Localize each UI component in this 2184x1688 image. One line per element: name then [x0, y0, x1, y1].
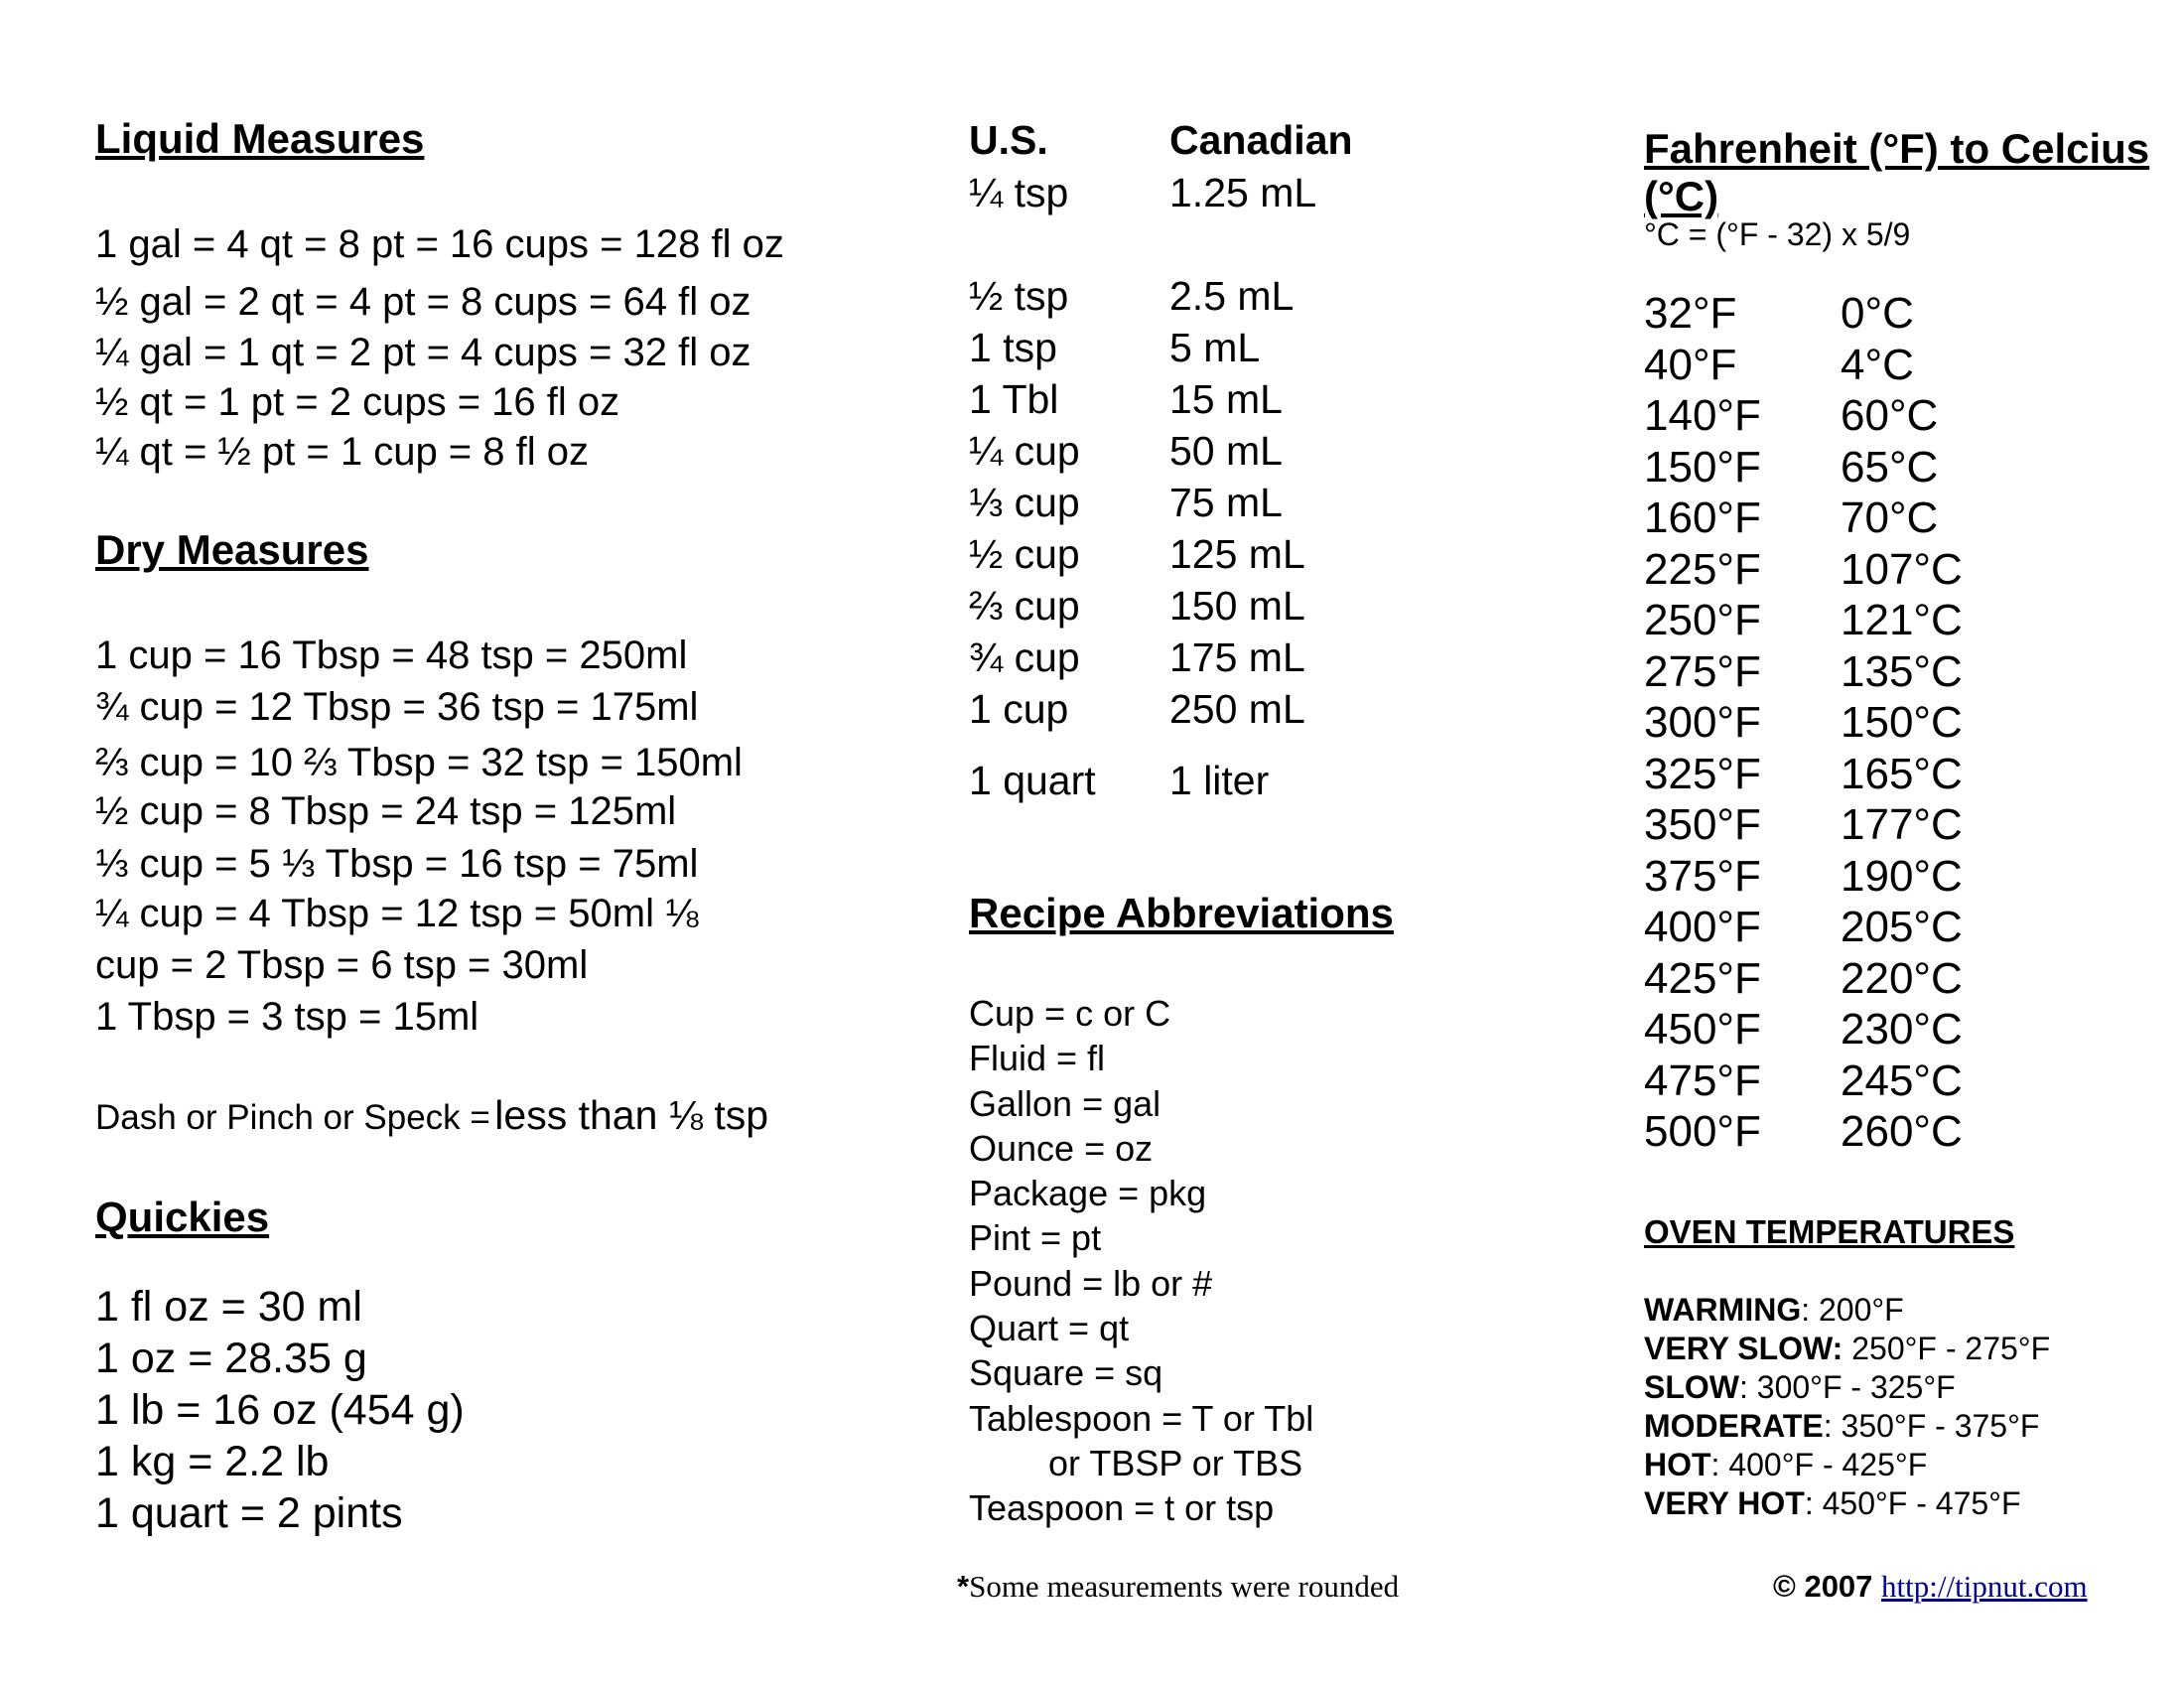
celsius-cell: 177°C: [1841, 800, 1963, 849]
fahrenheit-cell: 250°F: [1644, 596, 1761, 644]
table-row: [1644, 902, 1963, 953]
us-cell: 1 tsp: [969, 325, 1057, 370]
table-row: [1644, 390, 1963, 442]
list-item: ½ qt = 1 pt = 2 cups = 16 fl oz: [95, 380, 620, 424]
fahrenheit-cell: 300°F: [1644, 698, 1761, 747]
oven-value: 350°F - 375°F: [1841, 1408, 2040, 1444]
table-row: [1644, 1055, 1963, 1107]
list-item: [1644, 1291, 2050, 1330]
footnote: [957, 1569, 1399, 1605]
list-item: Package = pkg: [969, 1173, 1207, 1214]
tipnut-link[interactable]: http://tipnut.com: [1881, 1569, 2088, 1604]
fahrenheit-cell: 375°F: [1644, 851, 1761, 901]
celsius-cell: 121°C: [1841, 596, 1963, 644]
table-row: [1644, 1106, 1963, 1158]
fahrenheit-cell: 225°F: [1644, 544, 1761, 594]
list-item: 1 Tbsp = 3 tsp = 15ml: [95, 995, 479, 1039]
liquid-measures-heading: Liquid Measures: [95, 115, 425, 162]
oven-separator: :: [1823, 1408, 1842, 1444]
fahrenheit-cell: 425°F: [1644, 953, 1761, 1003]
fahrenheit-cell: 500°F: [1644, 1107, 1761, 1156]
table-row: [969, 632, 1316, 683]
celsius-cell: 205°C: [1841, 903, 1963, 951]
list-item: ⅔ cup = 10 ⅔ Tbsp = 32 tsp = 150ml: [95, 741, 743, 784]
us-cell: ½ cup: [969, 531, 1080, 577]
oven-value: 250°F - 275°F: [1851, 1331, 2051, 1366]
canadian-cell: 175 mL: [1169, 634, 1305, 680]
canadian-cell: 1.25 mL: [1169, 170, 1317, 215]
temperature-heading: Fahrenheit (°F) to Celcius (°C): [1644, 125, 2150, 220]
list-item: [1644, 1368, 2050, 1407]
list-item: Teaspoon = t or tsp: [969, 1487, 1275, 1529]
us-cell: ¼ cup: [969, 428, 1080, 474]
table-row: [1644, 646, 1963, 698]
list-item: cup = 2 Tbsp = 6 tsp = 30ml: [95, 943, 589, 987]
table-row: [1644, 697, 1963, 749]
list-item: [1644, 1446, 2050, 1484]
liquid-measures-list: [95, 218, 784, 477]
dry-measures-list: [95, 630, 743, 1043]
abbreviations-list: [969, 991, 1313, 1531]
canadian-cell: 1 liter: [1169, 758, 1270, 803]
list-item: [1644, 1484, 2050, 1523]
list-item: 1 quart = 2 pints: [95, 1489, 403, 1537]
list-item: ¼ qt = ½ pt = 1 cup = 8 fl oz: [95, 430, 589, 474]
oven-label: SLOW: [1644, 1369, 1739, 1405]
fahrenheit-cell: 275°F: [1644, 646, 1761, 696]
us-cell: 1 Tbl: [969, 376, 1059, 422]
celsius-cell: 107°C: [1841, 544, 1963, 594]
celsius-cell: 70°C: [1841, 493, 1939, 542]
conversion-table: [969, 167, 1316, 806]
dash-pinch-line: [95, 1092, 768, 1139]
fahrenheit-cell: 140°F: [1644, 391, 1761, 440]
table-row: [969, 580, 1316, 632]
fahrenheit-cell: 475°F: [1644, 1055, 1761, 1105]
table-row: [969, 322, 1316, 373]
list-item: ⅓ cup = 5 ⅓ Tbsp = 16 tsp = 75ml: [95, 842, 699, 886]
list-item: 1 fl oz = 30 ml: [95, 1283, 362, 1331]
list-item: ¼ gal = 1 qt = 2 pt = 4 cups = 32 fl oz: [95, 331, 751, 374]
list-item: 1 kg = 2.2 lb: [95, 1438, 330, 1485]
fahrenheit-cell: 160°F: [1644, 493, 1761, 542]
table-row: [1644, 595, 1963, 646]
table-row: [1644, 749, 1963, 800]
canadian-cell: 125 mL: [1169, 531, 1305, 577]
oven-separator: [1843, 1331, 1851, 1366]
table-row: [969, 167, 1316, 218]
oven-label: VERY HOT: [1644, 1485, 1805, 1521]
list-item: 1 cup = 16 Tbsp = 48 tsp = 250ml: [95, 633, 688, 677]
table-row: [1644, 799, 1963, 851]
celsius-cell: 190°C: [1841, 851, 1963, 901]
list-item: 1 gal = 4 qt = 8 pt = 16 cups = 128 fl oz: [95, 222, 784, 266]
oven-label: VERY SLOW:: [1644, 1331, 1843, 1366]
copyright-text: © 2007: [1773, 1569, 1873, 1604]
list-item: [1644, 1407, 2050, 1446]
oven-separator: :: [1710, 1447, 1729, 1482]
us-cell: 1 cup: [969, 686, 1069, 732]
list-item: ¼ cup = 4 Tbsp = 12 tsp = 50ml ⅛: [95, 892, 699, 935]
us-cell: ¼ tsp: [969, 170, 1069, 215]
list-item: 1 oz = 28.35 g: [95, 1335, 367, 1382]
celsius-cell: 4°C: [1841, 340, 1914, 389]
oven-label: WARMING: [1644, 1292, 1802, 1328]
celsius-cell: 135°C: [1841, 646, 1963, 696]
celsius-cell: 245°C: [1841, 1055, 1963, 1105]
canadian-cell: 250 mL: [1169, 686, 1305, 732]
oven-label: HOT: [1644, 1447, 1711, 1482]
celsius-cell: 230°C: [1841, 1005, 1963, 1054]
table-row: [1644, 340, 1963, 391]
table-row: [969, 270, 1316, 322]
list-item: Fluid = fl: [969, 1038, 1106, 1079]
dry-measures-heading: Dry Measures: [95, 526, 369, 573]
fahrenheit-cell: 325°F: [1644, 749, 1761, 798]
table-row: [969, 425, 1316, 477]
dash-label: Dash or Pinch or Speck =: [95, 1098, 490, 1137]
fahrenheit-cell: 450°F: [1644, 1005, 1761, 1054]
celsius-cell: 260°C: [1841, 1107, 1963, 1156]
canadian-cell: 50 mL: [1169, 428, 1283, 474]
oven-separator: :: [1801, 1292, 1819, 1328]
oven-value: 450°F - 475°F: [1822, 1485, 2021, 1521]
list-item: Pint = pt: [969, 1217, 1102, 1259]
list-item: or TBSP or TBS: [969, 1442, 1303, 1483]
list-item: Gallon = gal: [969, 1082, 1161, 1124]
celsius-cell: 220°C: [1841, 953, 1963, 1003]
fahrenheit-cell: 350°F: [1644, 800, 1761, 849]
list-item: Ounce = oz: [969, 1127, 1154, 1169]
oven-value: 200°F: [1818, 1292, 1904, 1328]
list-item: 1 lb = 16 oz (454 g): [95, 1386, 465, 1434]
celsius-cell: 165°C: [1841, 749, 1963, 798]
conversion-header: [969, 117, 1353, 164]
fahrenheit-cell: 400°F: [1644, 903, 1761, 951]
table-row: [1644, 851, 1963, 903]
table-row: [969, 528, 1316, 580]
table-row: [1644, 288, 1963, 340]
us-cell: ⅓ cup: [969, 480, 1080, 525]
canadian-cell: 150 mL: [1169, 583, 1305, 629]
table-row: [1644, 492, 1963, 544]
list-item: ½ gal = 2 qt = 4 pt = 8 cups = 64 fl oz: [95, 280, 751, 324]
fahrenheit-cell: 32°F: [1644, 289, 1737, 338]
table-row: [969, 683, 1316, 735]
oven-value: 400°F - 425°F: [1728, 1447, 1928, 1482]
oven-value: 300°F - 325°F: [1756, 1369, 1956, 1405]
footnote-star: *: [957, 1569, 970, 1604]
celsius-cell: 150°C: [1841, 698, 1963, 747]
celsius-cell: 65°C: [1841, 442, 1939, 492]
list-item: Tablespoon = T or Tbl: [969, 1397, 1314, 1439]
table-row: [1644, 1004, 1963, 1055]
us-cell: 1 quart: [969, 758, 1096, 803]
dash-value: less than ⅛ tsp: [494, 1092, 769, 1138]
us-cell: ½ tsp: [969, 273, 1069, 319]
us-column-header: U.S.: [969, 117, 1048, 163]
list-item: Cup = c or C: [969, 993, 1171, 1034]
oven-temperatures-list: [1644, 1291, 2050, 1523]
celsius-cell: 60°C: [1841, 391, 1939, 440]
quickies-heading: Quickies: [95, 1194, 270, 1240]
table-row: [969, 373, 1316, 425]
oven-temperatures-heading: OVEN TEMPERATURES: [1644, 1213, 2015, 1250]
table-row: [1644, 953, 1963, 1005]
list-item: Quart = qt: [969, 1308, 1130, 1349]
conversion-formula: °C = (°F - 32) x 5/9: [1644, 216, 1911, 252]
table-row: [1644, 544, 1963, 596]
table-row: [969, 755, 1316, 806]
oven-label: MODERATE: [1644, 1408, 1824, 1444]
canadian-cell: 2.5 mL: [1169, 273, 1295, 319]
oven-separator: :: [1738, 1369, 1757, 1405]
us-cell: ¾ cup: [969, 634, 1080, 680]
list-item: ¾ cup = 12 Tbsp = 36 tsp = 175ml: [95, 685, 699, 729]
list-item: Square = sq: [969, 1352, 1163, 1394]
canadian-cell: 75 mL: [1169, 480, 1283, 525]
list-item: [1644, 1330, 2050, 1368]
canadian-cell: 15 mL: [1169, 376, 1283, 422]
oven-separator: :: [1804, 1485, 1823, 1521]
copyright: [1773, 1569, 2088, 1605]
table-row: [1644, 442, 1963, 493]
celsius-cell: 0°C: [1841, 289, 1914, 338]
list-item: Pound = lb or #: [969, 1262, 1213, 1304]
canadian-cell: 5 mL: [1169, 325, 1261, 370]
footnote-text: Some measurements were rounded: [969, 1569, 1400, 1604]
canadian-column-header: Canadian: [1169, 117, 1353, 163]
list-item: ½ cup = 8 Tbsp = 24 tsp = 125ml: [95, 789, 677, 833]
table-row: [969, 477, 1316, 528]
quickies-list: [95, 1281, 465, 1539]
recipe-abbreviations-heading: Recipe Abbreviations: [969, 890, 1394, 936]
fahrenheit-cell: 150°F: [1644, 442, 1761, 492]
fahrenheit-cell: 40°F: [1644, 340, 1737, 389]
temperature-table: [1644, 288, 1963, 1158]
us-cell: ⅔ cup: [969, 583, 1080, 629]
